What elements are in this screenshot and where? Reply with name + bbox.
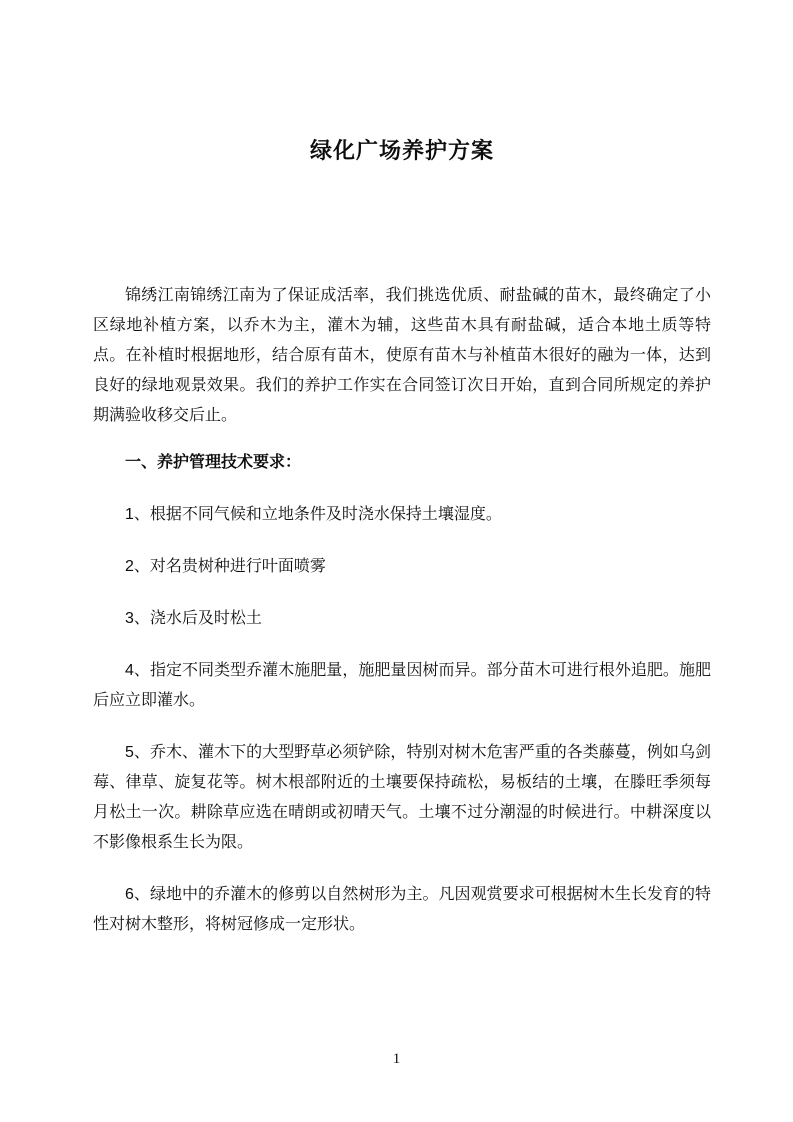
maintenance-item-5: 5、乔木、灌木下的大型野草必须铲除，特别对树木危害严重的各类藤蔓，例如乌剑莓、律草、旋复花等。树木根部附近的土壤要保持疏松，易板结的土壤，在滕旺季须每月松土一次。耕除草应选在晴朗或初晴天气。土壤不过分潮湿的时候进行。中耕深度以不影像根系生长为限。 [93,744,711,851]
document-title: 绿化广场养护方案 [309,138,494,163]
page-number: 1 [392,1051,401,1067]
document-body [93,134,711,962]
maintenance-item-2: 2、对名贵树种进行叶面喷雾 [125,558,326,575]
intro-paragraph: 锦绣江南锦绣江南为了保证成活率，我们挑选优质、耐盐碱的苗木，最终确定了小区绿地补植方案，以乔木为主，灌木为辅，这些苗木具有耐盐碱，适合本地土质等特点。在补植时根据地形，结合原有苗木，使原有苗木与补植苗木很好的融为一体，达到良好的绿地观景效果。我们的养护工作实在合同签订次日开始，直到合同所规定的养护期满验收移交后止。 [93,287,711,424]
maintenance-item-3: 3、浇水后及时松土 [125,610,262,627]
maintenance-item-4: 4、指定不同类型乔灌木施肥量，施肥量因树而异。部分苗木可进行根外追肥。施肥后应立即灌水。 [93,662,711,709]
maintenance-item-1: 1、根据不同气候和立地条件及时浇水保持土壤湿度。 [125,506,502,523]
maintenance-item-6: 6、绿地中的乔灌木的修剪以自然树形为主。凡因观赏要求可根据树木生长发育的特性对树木整形，将树冠修成一定形状。 [93,886,711,933]
section-heading: 一、养护管理技术要求： [125,454,302,471]
